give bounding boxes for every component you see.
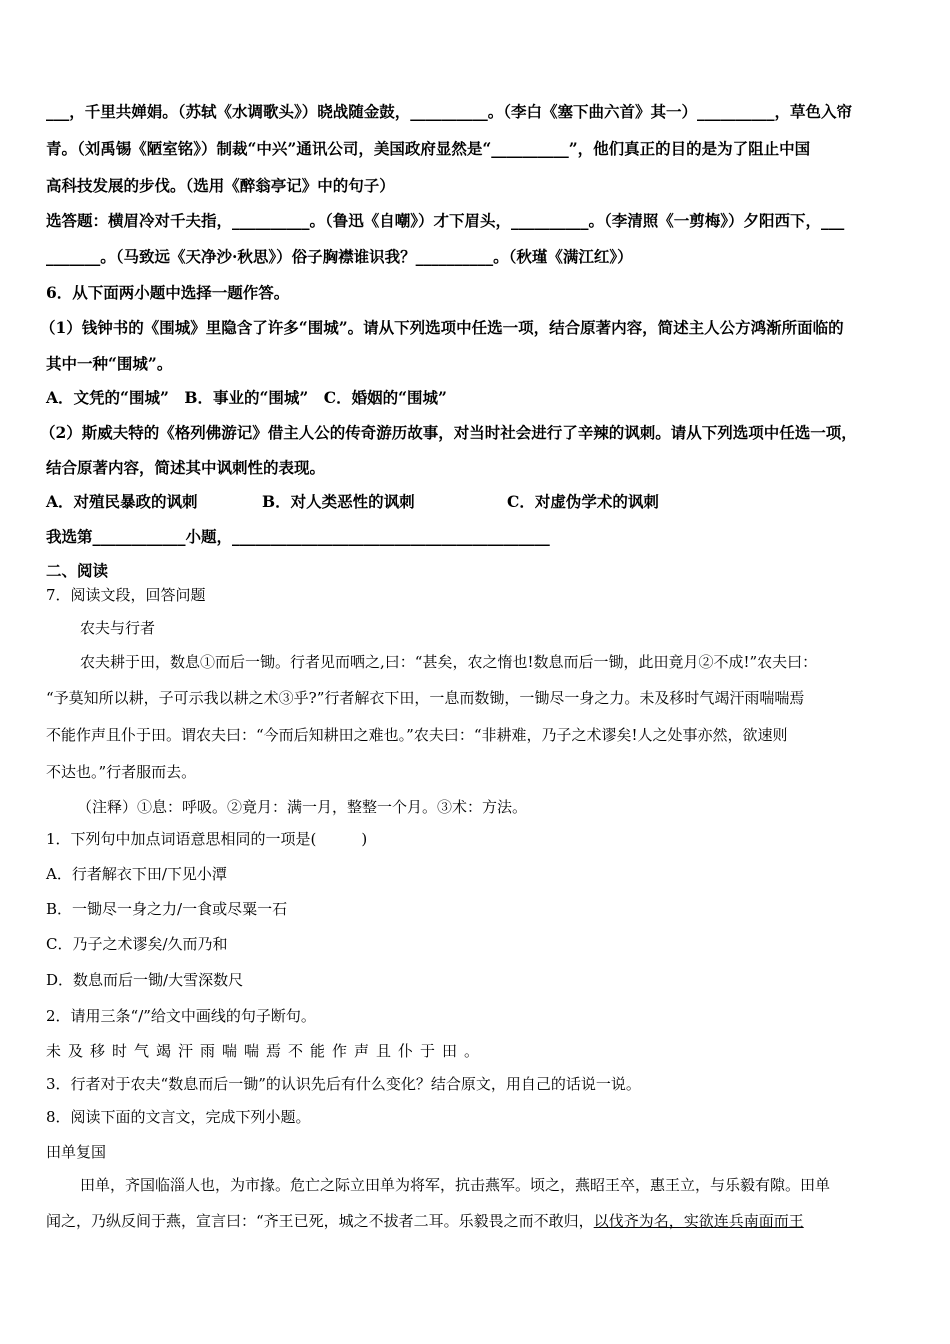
poetry-line-4: 选答题：横眉冷对千夫指，__________。（鲁迅《自嘲》）才下眉头，__________。（李清照《一剪梅》）夕阳西下，___ — [46, 211, 845, 230]
passage-1-title: 农夫与行者 — [80, 619, 156, 637]
question-6-sub1-options: A．文凭的“围城” B．事业的“围城” C．婚姻的“围城” — [46, 388, 447, 407]
question-6-sub1-line-1: （1）钱钟书的《围城》里隐含了许多“围城”。请从下列选项中任选一项，结合原著内容，简述主人公方鸿渐所面临的 — [40, 318, 844, 337]
question-7-option-c: C．乃子之术谬矣/久而乃和 — [46, 935, 228, 953]
question-8-title: 8．阅读下面的文言文，完成下列小题。 — [46, 1108, 311, 1126]
question-6-sub2-line-2: 结合原著内容，简述其中讽刺性的表现。 — [46, 458, 326, 477]
passage-1-line-4: 不达也。”行者服而去。 — [46, 763, 197, 781]
question-7-option-d: D．数息而后一锄/大雪深数尺 — [46, 971, 244, 989]
question-6-title: 6．从下面两小题中选择一题作答。 — [46, 283, 290, 302]
question-6-answer-line: 我选第____________小题，_________________________________________ — [46, 527, 550, 546]
passage-2-line-1: 田单，齐国临淄人也，为市掾。危亡之际立田单为将军，抗击燕军。顷之，燕昭王卒，惠王立，与乐毅有隙。田单 — [80, 1176, 831, 1194]
question-6-option-b: B．对人类恶性的讽刺 — [262, 492, 415, 511]
question-7-title: 7．阅读文段，回答问题 — [46, 586, 206, 604]
question-7-sub-2: 2．请用三条“/”给文中画线的句子断句。 — [46, 1007, 316, 1025]
question-6-sub2-line-1: （2）斯威夫特的《格列佛游记》借主人公的传奇游历故事，对当时社会进行了辛辣的讽刺。请从下列选项中任选一项， — [40, 423, 857, 442]
question-6-option-c: C．对虚伪学术的讽刺 — [507, 492, 659, 511]
question-6-option-a: A．对殖民暴政的讽刺 — [46, 492, 198, 511]
passage-1-line-2: “予莫知所以耕，子可示我以耕之术③乎?”行者解衣下田，一息而数锄，一锄尽一身之力。未及移时气竭汗雨喘喘焉 — [46, 689, 805, 707]
passage-1-line-1 — [80, 652, 904, 672]
passage-2-line-2 — [46, 1211, 804, 1231]
passage-2-title: 田单复国 — [46, 1143, 107, 1161]
passage-1-line-1-text: 农夫耕于田，数息①而后一锄。行者见而哂之,曰：“甚矣，农之惰也!数息而后一锄，此田竟月②不成!”农夫曰： — [80, 653, 818, 671]
question-7-sentence: 未及移时气竭汗雨喘喘焉不能作声且仆于田。 — [46, 1042, 487, 1060]
question-7-sub-3: 3．行者对于农夫“数息而后一锄”的认识先后有什么变化？结合原文，用自己的话说一说。 — [46, 1075, 641, 1093]
poetry-line-5: _______。（马致远《天净沙·秋思》）俗子胸襟谁识我？__________。（秋瑾《满江红》） — [46, 247, 633, 266]
question-6-sub1-line-2: 其中一种“围城”。 — [46, 354, 173, 373]
poetry-line-2: 青。（刘禹锡《陋室铭》）制裁“中兴”通讯公司，美国政府显然是“__________”，他们真正的目的是为了阻止中国 — [46, 139, 811, 158]
question-7-sub-1: 1．下列句中加点词语意思相同的一项是( ) — [46, 830, 368, 848]
passage-2-line-2-plain: 闻之，乃纵反间于燕，宣言曰：“齐王已死，城之不拔者二耳。乐毅畏之而不敢归， — [46, 1212, 594, 1230]
question-7-option-b: B．一锄尽一身之力/一食或尽粟一石 — [46, 900, 288, 918]
poetry-line-3: 高科技发展的步伐。（选用《醉翁亭记》中的句子） — [46, 176, 395, 195]
section-reading-title: 二、阅读 — [46, 561, 109, 580]
passage-1-line-3: 不能作声且仆于田。谓农夫曰：“今而后知耕田之难也。”农夫曰：“非耕难，乃子之术谬矣!人之处事亦然，欲速则 — [46, 726, 788, 744]
passage-2-underlined-sentence: 以伐齐为名，实欲连兵南面而王 — [593, 1212, 804, 1230]
passage-1-note: （注释）①息：呼吸。②竟月：满一月，整整一个月。③术：方法。 — [77, 798, 528, 816]
poetry-line-1: ___，千里共婵娟。（苏轼《水调歌头》）晓战随金鼓，__________。（李白《塞下曲六首》其一）__________，草色入帘 — [46, 102, 853, 121]
question-7-option-a: A．行者解衣下田/下见小潭 — [46, 865, 227, 883]
